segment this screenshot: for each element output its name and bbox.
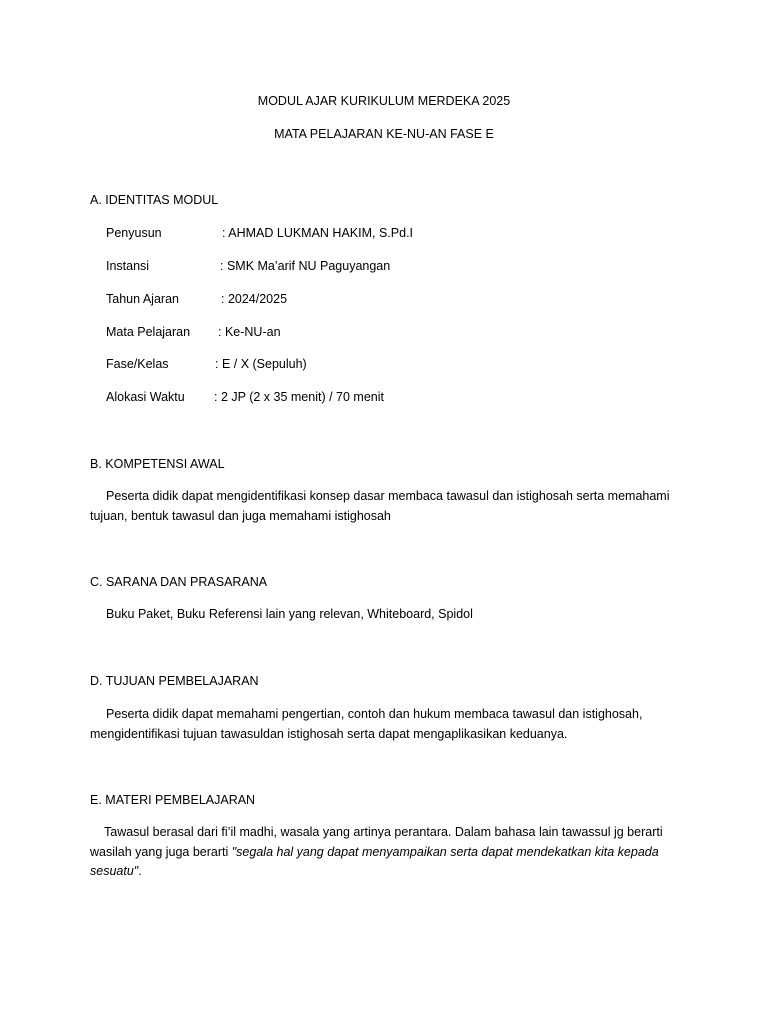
identity-value: : SMK Ma’arif NU Paguyangan (220, 259, 391, 273)
section-a-heading: A. IDENTITAS MODUL (90, 193, 219, 207)
section-d-heading: D. TUJUAN PEMBELAJARAN (90, 674, 259, 688)
identity-label: Penyusun (106, 226, 162, 240)
section-e-text-plain: Tawasul berasal dari fi’il madhi, wasala yang artinya perantara. Dalam bahasa lain tawassul jg berarti wasilah yang juga berarti (90, 825, 663, 859)
section-c-text: Buku Paket, Buku Referensi lain yang relevan, Whiteboard, Spidol (106, 607, 473, 621)
identity-value: : E / X (Sepuluh) (215, 357, 307, 371)
identity-value: : 2024/2025 (221, 292, 288, 306)
document-title: MODUL AJAR KURIKULUM MERDEKA 2025 (257, 94, 511, 108)
identity-label: Tahun Ajaran (106, 292, 179, 306)
section-d-text: Peserta didik dapat memahami pengertian, contoh dan hukum membaca tawasul dan istighosah, mengidentifikasi tujuan tawasuldan istighosah serta dapat mengaplikasikan keduanya. (90, 707, 643, 741)
section-e-text (90, 823, 682, 882)
identity-label: Alokasi Waktu (106, 390, 185, 404)
document-subtitle: MATA PELAJARAN KE-NU-AN FASE E (274, 127, 494, 141)
section-e-text-italic: "segala hal yang dapat menyampaikan serta dapat mendekatkan kita kepada sesuatu" (90, 844, 659, 878)
section-e-heading: E. MATERI PEMBELAJARAN (90, 793, 256, 807)
identity-label: Mata Pelajaran (106, 325, 191, 339)
section-c-heading: C. SARANA DAN PRASARANA (90, 575, 268, 589)
identity-value: : 2 JP (2 x 35 menit) / 70 menit (214, 390, 384, 404)
identity-label: Instansi (106, 259, 150, 273)
section-b-heading: B. KOMPETENSI AWAL (90, 457, 225, 471)
identity-value: : Ke-NU-an (218, 325, 281, 339)
identity-label: Fase/Kelas (106, 357, 169, 371)
section-e-text-end: . (138, 864, 142, 878)
section-b-text: Peserta didik dapat mengidentifikasi konsep dasar membaca tawasul dan istighosah serta memahami tujuan, bentuk tawasul dan juga memahami istighosah (90, 489, 670, 523)
identity-value: : AHMAD LUKMAN HAKIM, S.Pd.I (222, 226, 414, 240)
